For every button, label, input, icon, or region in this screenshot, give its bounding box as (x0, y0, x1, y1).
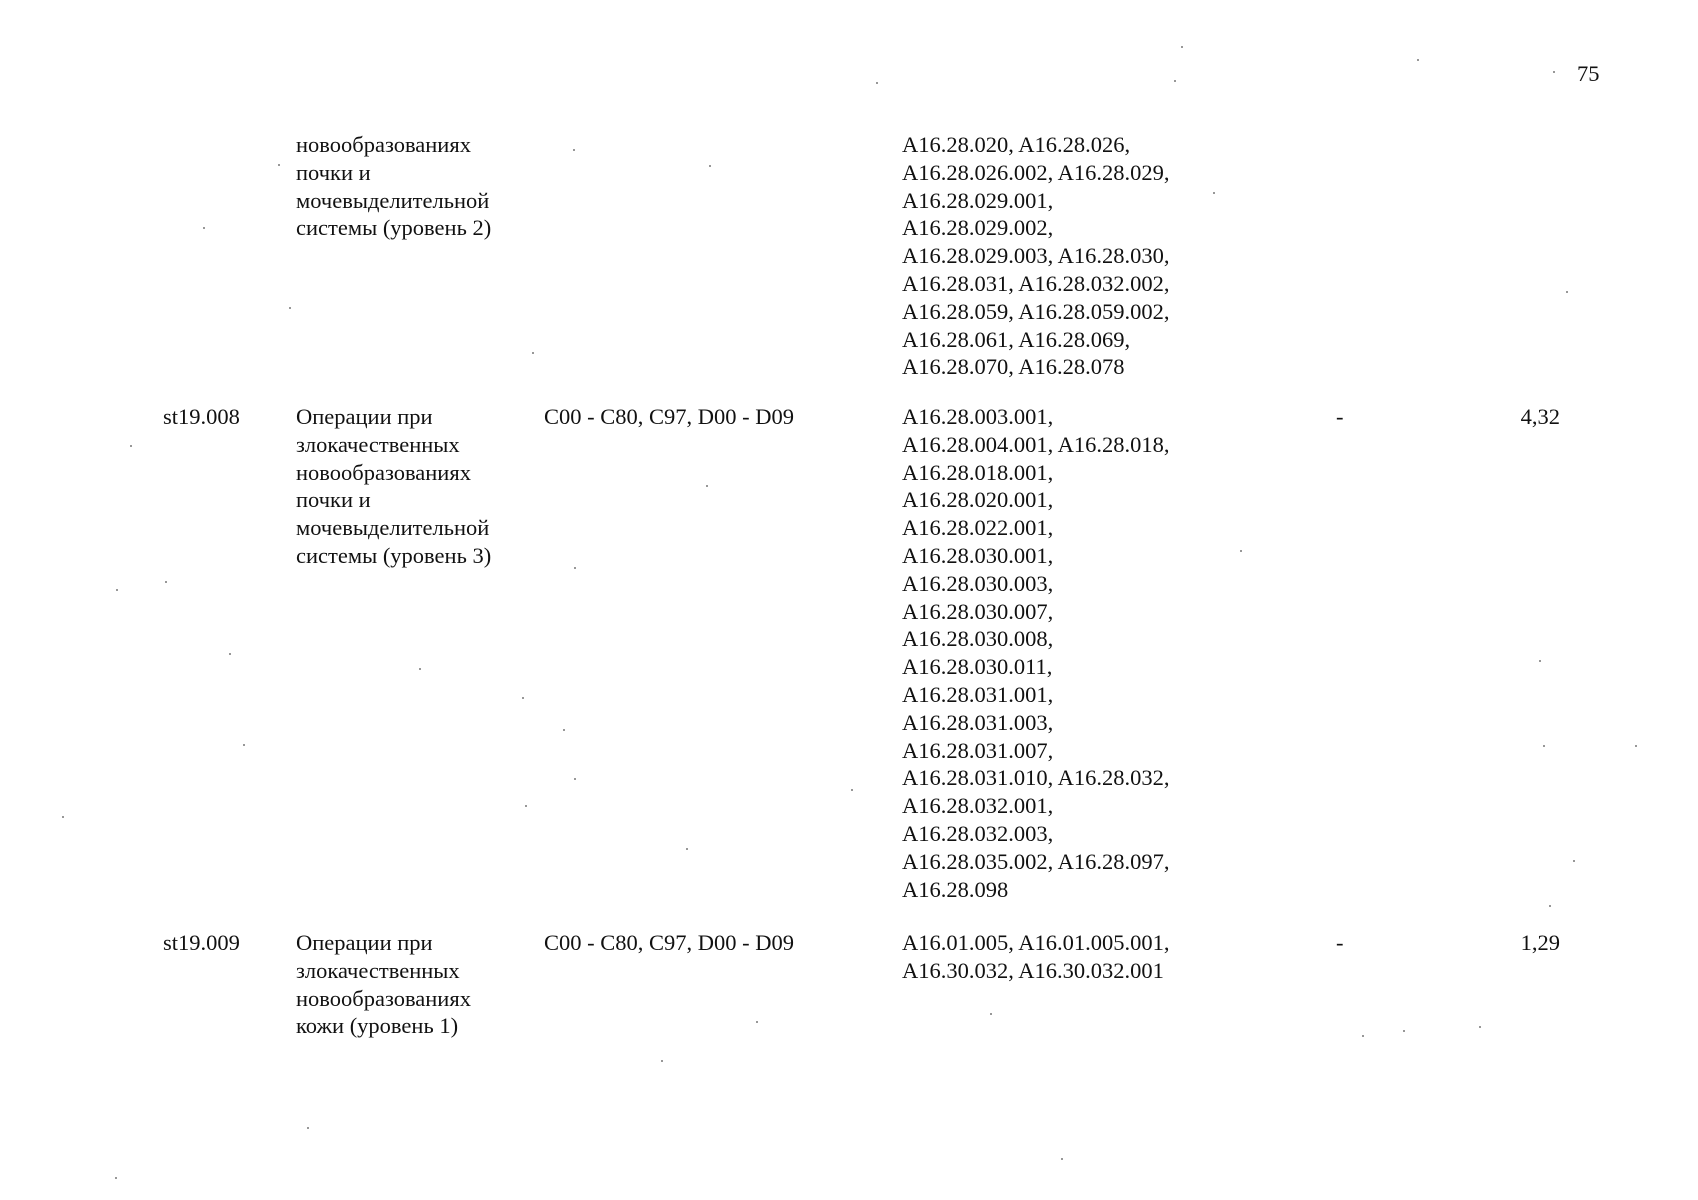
scan-speck (706, 485, 708, 487)
operation-line: A16.28.098 (902, 876, 1009, 902)
scan-speck (1240, 550, 1242, 552)
scan-speck (574, 567, 576, 569)
scan-speck (1566, 291, 1568, 293)
operation-line: A16.28.070, A16.28.078 (902, 354, 1125, 380)
row-name-line: почки и (296, 487, 371, 513)
scan-speck (532, 352, 534, 354)
row-name-line: злокачественных (296, 431, 460, 457)
scan-speck (1553, 71, 1555, 73)
row-name-line: кожи (уровень 1) (296, 1013, 459, 1039)
page-number: 75 (1577, 61, 1600, 86)
operation-line: A16.28.022.001, (902, 515, 1054, 541)
operation-line: A16.28.030.001, (902, 542, 1054, 568)
scan-speck (278, 164, 280, 166)
operation-line: A16.28.018.001, (902, 459, 1054, 485)
operation-line: A16.28.029.003, A16.28.030, (902, 243, 1170, 269)
operation-line: A16.01.005, A16.01.005.001, (902, 930, 1170, 955)
row-name-line: почки и (296, 159, 371, 185)
scan-speck (289, 307, 291, 309)
operation-line: A16.28.031.007, (902, 737, 1054, 763)
scan-speck (1635, 745, 1637, 747)
scan-speck (1539, 660, 1541, 662)
scan-speck (522, 697, 524, 699)
scan-speck (115, 1177, 117, 1179)
operation-line: A16.30.032, A16.30.032.001 (902, 957, 1164, 983)
scan-speck (165, 581, 167, 583)
row-name-line: системы (уровень 3) (296, 542, 492, 568)
scan-speck (116, 589, 118, 591)
operation-line: A16.28.030.003, (902, 570, 1054, 596)
operation-line: A16.28.031, A16.28.032.002, (902, 270, 1170, 296)
row-name (296, 131, 526, 242)
scan-speck (419, 668, 421, 670)
row-name (296, 403, 526, 570)
scan-speck (573, 149, 575, 151)
operation-line: A16.28.020, A16.28.026, (902, 132, 1131, 157)
row-name-line: Операции при (296, 404, 433, 429)
scan-speck (1403, 1030, 1405, 1032)
operation-line: A16.28.029.001, (902, 187, 1054, 213)
row-name-line: новообразованиях (296, 459, 471, 485)
scan-speck (574, 778, 576, 780)
scan-speck (686, 848, 688, 850)
scan-speck (1362, 1035, 1364, 1037)
scan-speck (62, 816, 64, 818)
scan-speck (1061, 1158, 1063, 1160)
row-name-line: Операции при (296, 930, 433, 955)
scan-speck (661, 1060, 663, 1062)
row-operations (902, 131, 1242, 381)
row-name-line: мочевыделительной (296, 515, 490, 541)
scan-speck (1543, 745, 1545, 747)
operation-line: A16.28.061, A16.28.069, (902, 326, 1131, 352)
operation-line: A16.28.032.003, (902, 820, 1054, 846)
scan-speck (203, 227, 205, 229)
operation-line: A16.28.031.003, (902, 709, 1054, 735)
operation-line: A16.28.030.007, (902, 598, 1054, 624)
operation-line: A16.28.035.002, A16.28.097, (902, 848, 1170, 874)
operation-line: A16.28.020.001, (902, 487, 1054, 513)
scan-speck (851, 789, 853, 791)
operation-line: A16.28.059, A16.28.059.002, (902, 298, 1170, 324)
row-name-line: злокачественных (296, 957, 460, 983)
operation-line: A16.28.030.008, (902, 626, 1054, 652)
scan-speck (1479, 1026, 1481, 1028)
scan-speck (1181, 46, 1183, 48)
scan-speck (709, 165, 711, 167)
scan-speck (1213, 192, 1215, 194)
row-name (296, 929, 526, 1040)
row-extra: - (1336, 404, 1344, 429)
scan-speck (1417, 59, 1419, 61)
row-diagnoses: C00 - C80, C97, D00 - D09 (544, 930, 795, 955)
scan-speck (243, 744, 245, 746)
operation-line: A16.28.029.002, (902, 215, 1054, 241)
scan-speck (229, 653, 231, 655)
row-operations (902, 929, 1242, 985)
row-name-line: новообразованиях (296, 132, 471, 157)
row-code: st19.008 (163, 404, 240, 429)
scan-speck (1573, 860, 1575, 862)
row-coefficient: 4,32 (1520, 404, 1560, 429)
scan-speck (756, 1021, 758, 1023)
operation-line: A16.28.004.001, A16.28.018, (902, 431, 1170, 457)
operation-line: A16.28.030.011, (902, 654, 1053, 680)
row-diagnoses: C00 - C80, C97, D00 - D09 (544, 404, 795, 429)
operation-line: A16.28.031.001, (902, 681, 1054, 707)
row-extra: - (1336, 930, 1344, 955)
scan-speck (876, 82, 878, 84)
row-code: st19.009 (163, 930, 240, 955)
row-coefficient: 1,29 (1520, 930, 1560, 955)
operation-line: A16.28.026.002, A16.28.029, (902, 159, 1170, 185)
scan-speck (525, 805, 527, 807)
scan-speck (1174, 80, 1176, 82)
row-name-line: системы (уровень 2) (296, 215, 492, 241)
scan-speck (990, 1013, 992, 1015)
scan-speck (130, 445, 132, 447)
scan-speck (1549, 905, 1551, 907)
scan-speck (563, 729, 565, 731)
row-name-line: мочевыделительной (296, 187, 490, 213)
operation-line: A16.28.032.001, (902, 793, 1054, 819)
row-name-line: новообразованиях (296, 985, 471, 1011)
operation-line: A16.28.003.001, (902, 404, 1054, 429)
row-operations (902, 403, 1242, 903)
operation-line: A16.28.031.010, A16.28.032, (902, 765, 1170, 791)
scan-speck (307, 1127, 309, 1129)
